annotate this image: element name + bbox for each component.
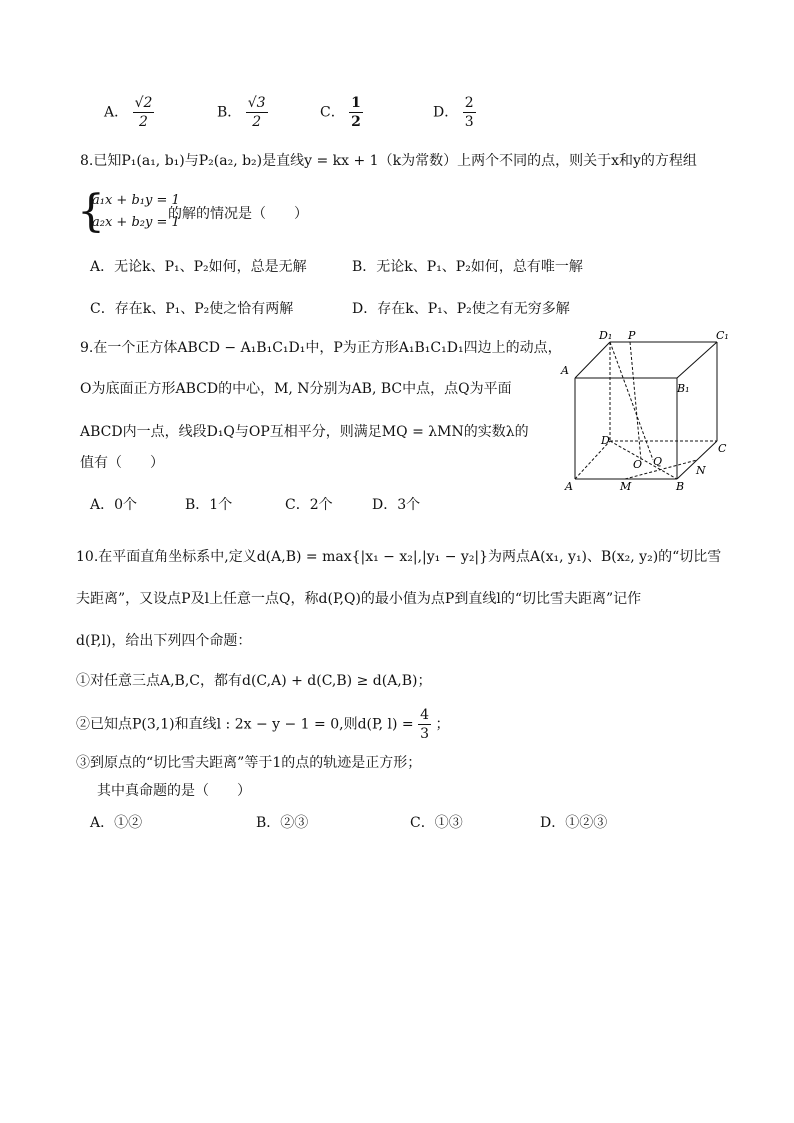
q7-option-b-numerator: √3 bbox=[247, 95, 266, 111]
q10-question: 其中真命题的是（ ） bbox=[97, 783, 251, 799]
q9-line-2: O为底面正方形ABCD的中心，M, N分别为AB, BC中点，点Q为平面 bbox=[80, 381, 512, 397]
q7-option-c-denominator: 2 bbox=[351, 114, 361, 130]
q7-option-a bbox=[104, 94, 154, 131]
q7-option-a-numerator: √2 bbox=[134, 95, 153, 111]
q9-line-1: 9.在一个正方体ABCD − A₁B₁C₁D₁中，P为正方形A₁B₁C₁D₁四边上的动点， bbox=[80, 340, 562, 356]
cube-figure bbox=[555, 325, 735, 500]
q9-option-a: A．0个 bbox=[90, 497, 138, 513]
q10-option-a: A．①② bbox=[90, 815, 143, 831]
label-d1: D₁ bbox=[599, 329, 613, 342]
q10-option-d: D．①②③ bbox=[540, 815, 608, 831]
q7-option-d-denominator: 3 bbox=[464, 114, 474, 130]
label-b: B bbox=[676, 480, 685, 493]
q10-prop-2-numerator: 4 bbox=[420, 707, 429, 723]
q7-option-b-fraction bbox=[246, 94, 268, 131]
q8-option-d: D．存在k、P₁、P₂使之有无穷多解 bbox=[352, 301, 570, 317]
q7-option-a-fraction bbox=[133, 94, 155, 131]
q10-option-b: B．②③ bbox=[256, 815, 309, 831]
q7-option-b-label: B． bbox=[217, 104, 242, 121]
q8-option-b: B．无论k、P₁、P₂如何，总有唯一解 bbox=[352, 259, 583, 275]
label-p: P bbox=[628, 329, 636, 342]
q10-prop-2-text: ②已知点P(3,1)和直线l : 2x − y − 1 = 0,则d(P, l) = bbox=[76, 716, 414, 733]
q7-option-a-denominator: 2 bbox=[139, 114, 148, 130]
q10-line-3: d(P,l)，给出下列四个命题： bbox=[76, 633, 252, 649]
label-a1: A bbox=[561, 364, 569, 377]
q8-equation-2: a₂x + b₂y = 1 bbox=[92, 215, 180, 230]
q10-prop-2-denominator: 3 bbox=[420, 726, 429, 742]
label-m: M bbox=[620, 480, 632, 493]
q9-option-c: C．2个 bbox=[285, 497, 333, 513]
label-n: N bbox=[696, 464, 706, 477]
q7-option-c bbox=[320, 94, 363, 131]
edge-a1-d1 bbox=[575, 342, 610, 378]
q10-prop-3: ③到原点的“切比雪夫距离”等于1的点的轨迹是正方形； bbox=[76, 755, 422, 771]
q10-prop-1: ①对任意三点A,B,C，都有d(C,A) + d(C,B) ≥ d(A,B)； bbox=[76, 673, 432, 689]
q7-option-b-denominator: 2 bbox=[252, 114, 262, 130]
q8-equation-1: a₁x + b₁y = 1 bbox=[92, 193, 180, 208]
q10-prop-2-end: ； bbox=[435, 716, 450, 733]
label-c: C bbox=[718, 442, 727, 455]
label-a: A bbox=[565, 480, 573, 493]
q10-prop-2-fraction bbox=[418, 706, 431, 743]
q10-prop-2 bbox=[76, 706, 449, 743]
q8-system-brace: { bbox=[77, 186, 105, 237]
q7-option-b bbox=[217, 94, 268, 131]
label-b1: B₁ bbox=[677, 382, 690, 395]
q7-option-a-label: A． bbox=[104, 104, 129, 121]
q7-option-d bbox=[433, 94, 476, 131]
diagonal-d-b-hidden bbox=[610, 441, 677, 479]
q10-line-1: 10.在平面直角坐标系中,定义d(A,B) = max{|x₁ − x₂|,|y₁ − y₂|}为两点A(x₁, y₁)、B(x₂, y₂)的“切比雪 bbox=[76, 549, 722, 565]
q8-stem-end: 的解的情况是（ ） bbox=[168, 206, 308, 222]
q9-option-d: D．3个 bbox=[372, 497, 421, 513]
q7-option-d-numerator: 2 bbox=[464, 95, 474, 111]
q9-line-3: ABCD内一点，线段D₁Q与OP互相平分，则满足MQ = λMN的实数λ的 bbox=[80, 424, 529, 440]
label-o: O bbox=[633, 458, 643, 471]
label-c1: C₁ bbox=[716, 329, 729, 342]
q8-option-a: A．无论k、P₁、P₂如何，总是无解 bbox=[90, 259, 307, 275]
q7-option-c-numerator: 1 bbox=[351, 95, 361, 111]
label-d: D bbox=[601, 434, 610, 447]
q10-option-c: C．①③ bbox=[410, 815, 463, 831]
q7-option-c-label: C． bbox=[320, 104, 345, 121]
q8-stem: 8.已知P₁(a₁, b₁)与P₂(a₂, b₂)是直线y = kx + 1（k为常数）上两个不同的点，则关于x和y的方程组 bbox=[80, 153, 697, 169]
q7-option-d-fraction bbox=[463, 94, 476, 131]
edge-b1-c1 bbox=[677, 342, 717, 378]
q8-equation-system bbox=[92, 190, 180, 234]
q7-option-c-fraction bbox=[349, 94, 363, 131]
q9-option-b: B．1个 bbox=[185, 497, 233, 513]
q7-option-d-label: D． bbox=[433, 104, 459, 121]
label-q: Q bbox=[653, 455, 663, 468]
q9-line-4: 值有（ ） bbox=[80, 455, 164, 471]
q10-line-2: 夫距离”，又设点P及l上任意一点Q，称d(P,Q)的最小值为点P到直线l的“切比雪夫距离”记作 bbox=[76, 591, 642, 607]
q8-option-c: C．存在k、P₁、P₂使之恰有两解 bbox=[90, 301, 294, 317]
